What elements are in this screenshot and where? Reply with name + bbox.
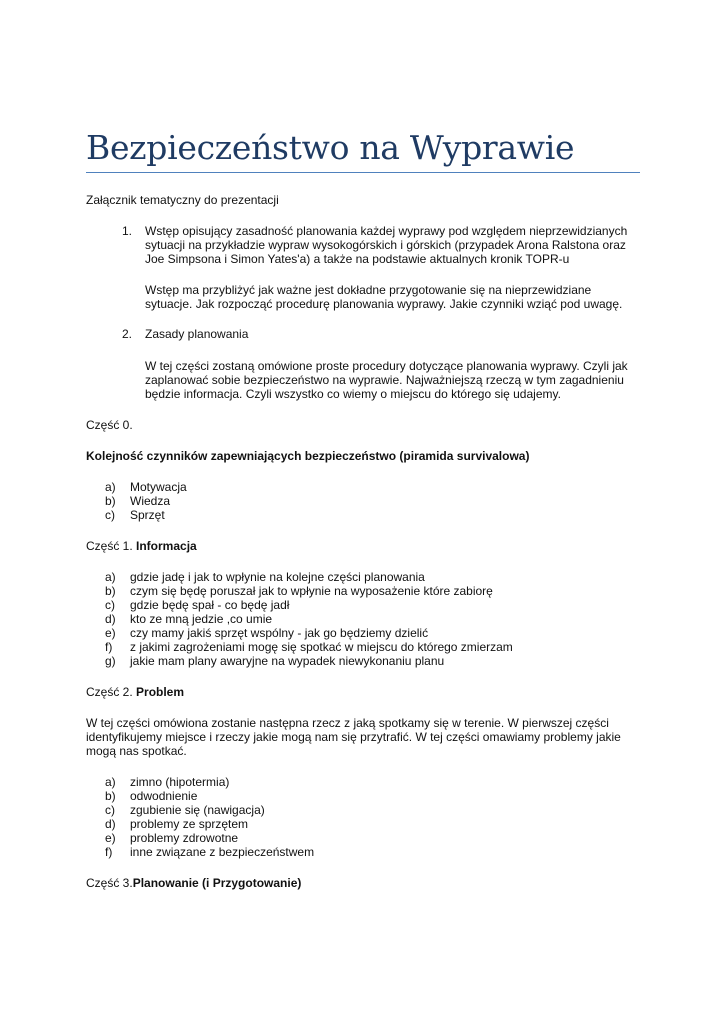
- list-item: inne związane z bezpieczeństwem: [130, 845, 315, 859]
- list-item: gdzie jadę i jak to wpłynie na kolejne części planowania: [130, 570, 425, 584]
- list-marker: f): [105, 845, 113, 859]
- section-label-line: [86, 876, 301, 891]
- list-marker: d): [105, 612, 116, 626]
- list-item: problemy zdrowotne: [130, 831, 239, 845]
- list-item: gdzie będę spał - co będę jadł: [130, 598, 290, 612]
- list-marker: d): [105, 817, 116, 831]
- list-marker: b): [105, 789, 116, 803]
- numbered-item-line: sytuacji na przykładzie wypraw wysokogórskich i górskich (przypadek Arona Ralstona oraz: [145, 238, 626, 252]
- list-marker: f): [105, 640, 113, 654]
- list-number: 2.: [122, 327, 133, 341]
- list-item: Wiedza: [130, 494, 171, 508]
- numbered-item-line: Wstęp opisujący zasadność planowania każdej wyprawy pod względem nieprzewidzianych: [145, 224, 628, 238]
- paragraph-line: identyfikujemy miejsce i rzeczy jakie mogą nam się przytrafić. W tej części omawiamy problemy jakie: [86, 730, 621, 744]
- section-heading: Kolejność czynników zapewniających bezpieczeństwo (piramida survivalowa): [86, 449, 530, 463]
- section-label: Część 1.: [86, 539, 137, 553]
- intro-text: Załącznik tematyczny do prezentacji: [86, 193, 279, 207]
- list-item: kto ze mną jedzie ,co umie: [130, 612, 273, 626]
- paragraph-line: będzie informacja. Czyli wszystko co wiemy o miejscu do którego się udajemy.: [145, 387, 561, 401]
- list-item: czy mamy jakiś sprzęt wspólny - jak go będziemy dzielić: [130, 626, 429, 640]
- paragraph-line: zaplanować sobie bezpieczeństwo na wyprawie. Najważniejszą rzeczą w tym zagadnieniu: [145, 373, 624, 387]
- list-item: zgubienie się (nawigacja): [130, 803, 265, 817]
- list-marker: a): [105, 570, 116, 584]
- paragraph-line: sytuacje. Jak rozpocząć procedurę planowania wyprawy. Jakie czynniki wziąć pod uwagę.: [145, 297, 623, 311]
- paragraph-line: mogą nas spotkać.: [86, 744, 187, 758]
- list-marker: c): [105, 598, 115, 612]
- paragraph-line: W tej części zostaną omówione proste procedury dotyczące planowania wyprawy. Czyli jak: [145, 359, 628, 373]
- section-heading: Informacja: [136, 539, 197, 553]
- section-label: Część 0.: [86, 418, 133, 432]
- paragraph-line: Wstęp ma przybliżyć jak ważne jest dokładne przygotowanie się na nieprzewidziane: [145, 283, 592, 297]
- list-number: 1.: [122, 224, 133, 238]
- section-label-line: [86, 539, 197, 554]
- list-item: czym się będę poruszał jak to wpłynie na wyposażenie które zabiorę: [130, 584, 493, 598]
- numbered-item-line: Zasady planowania: [145, 327, 249, 341]
- title-underline: [86, 172, 640, 173]
- list-item: zimno (hipotermia): [130, 775, 230, 789]
- list-marker: a): [105, 480, 116, 494]
- list-item: Motywacja: [130, 480, 187, 494]
- paragraph-line: W tej części omówiona zostanie następna rzecz z jaką spotkamy się w terenie. W pierwszej części: [86, 716, 609, 730]
- list-marker: c): [105, 508, 115, 522]
- list-item: problemy ze sprzętem: [130, 817, 249, 831]
- section-heading: Problem: [136, 685, 185, 699]
- numbered-item-line: Joe Simpsona i Simon Yates'a) a także na podstawie aktualnych kronik TOPR-u: [145, 252, 570, 266]
- list-item: odwodnienie: [130, 789, 198, 803]
- list-marker: c): [105, 803, 115, 817]
- list-item: z jakimi zagrożeniami mogę się spotkać w miejscu do którego zmierzam: [130, 640, 513, 654]
- list-marker: b): [105, 584, 116, 598]
- section-label: Część 3.: [86, 876, 133, 890]
- page-title: Bezpieczeństwo na Wyprawie: [86, 128, 575, 167]
- list-marker: e): [105, 626, 116, 640]
- list-item: Sprzęt: [130, 508, 165, 522]
- list-marker: a): [105, 775, 116, 789]
- list-item: jakie mam plany awaryjne na wypadek niewykonaniu planu: [130, 654, 445, 668]
- list-marker: e): [105, 831, 116, 845]
- list-marker: g): [105, 654, 116, 668]
- section-label-line: [86, 685, 184, 700]
- list-marker: b): [105, 494, 116, 508]
- section-heading: Planowanie (i Przygotowanie): [132, 876, 302, 890]
- section-label: Część 2.: [86, 685, 137, 699]
